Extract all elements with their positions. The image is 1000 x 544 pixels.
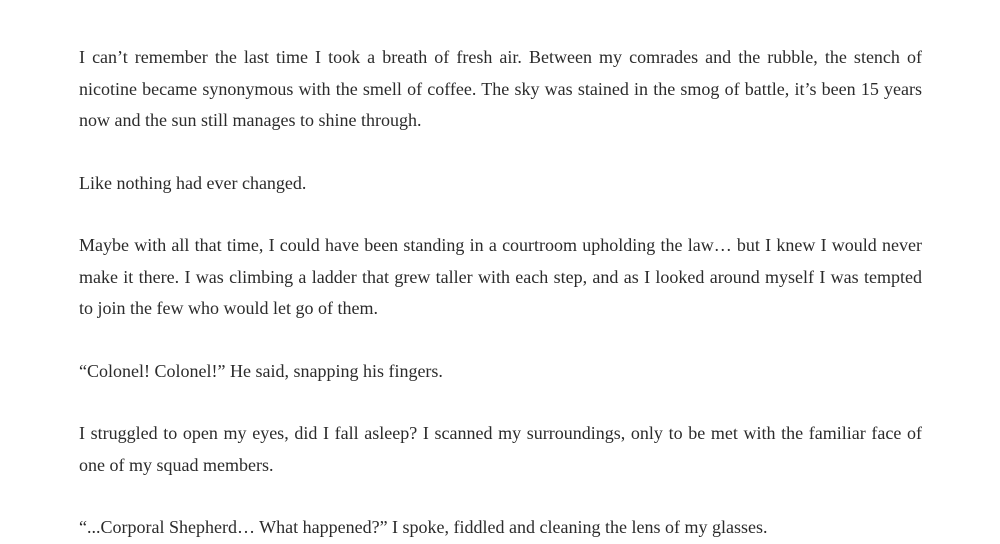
paragraph-corporal-shepherd: “...Corporal Shepherd… What happened?” I spoke, fiddled and cleaning the lens of my glasses.	[79, 517, 768, 537]
story-text	[79, 42, 922, 544]
paragraph-nothing-changed: Like nothing had ever changed.	[79, 172, 307, 193]
paragraph-courtroom: Maybe with all that time, I could have been standing in a courtroom upholding the law… but I knew I would never make it there. I was climbing a ladder that grew taller with each step, and as I looked around myself I was tempted to join the few who would let go of them.	[79, 235, 922, 318]
paragraph-struggled-eyes: I struggled to open my eyes, did I fall asleep? I scanned my surroundings, only to be met with the familiar face of one of my squad members.	[79, 423, 922, 475]
paragraph-fresh-air: I can’t remember the last time I took a breath of fresh air. Between my comrades and the rubble, the stench of nicotine became synonymous with the smell of coffee. The sky was stained in the smog of battle, it’s been 15 years now and the sun still manages to shine through.	[79, 47, 922, 130]
paragraph-colonel-dialogue: “Colonel! Colonel!” He said, snapping his fingers.	[79, 360, 443, 381]
